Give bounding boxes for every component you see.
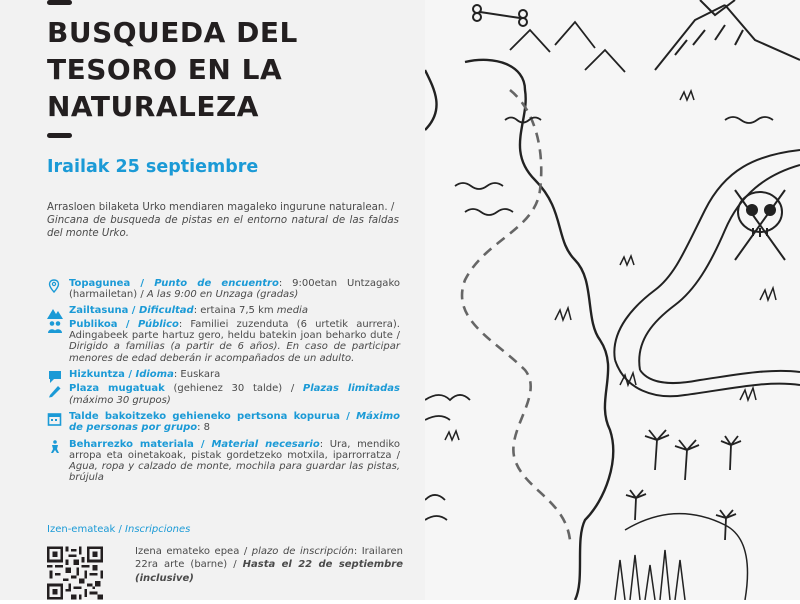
- registration-deadline-es: Hasta el 22 de septiembre (inclusive): [135, 559, 403, 584]
- title-bottom-dash: [47, 133, 72, 138]
- registration-heading: [47, 524, 190, 535]
- river: [614, 150, 800, 370]
- registration-deadline: [135, 545, 403, 585]
- audience-label-eu: Publikoa /: [69, 318, 138, 330]
- places-text-eu: (gehienez 30 talde) /: [164, 383, 303, 395]
- bone-icon: [473, 5, 527, 26]
- language-label-eu: Hizkuntza /: [69, 369, 136, 381]
- audience-text-eu: Familiei zuzendutа (6 urtetik aurrera). Adingabeek parte hartuz gero, heldu batekin joan beharko dute /: [69, 318, 400, 342]
- speech-icon: [47, 370, 63, 384]
- group-size-label-es: Máximo de personas por grupo: [69, 410, 400, 434]
- description: [47, 202, 399, 240]
- detail-meeting-point: [47, 278, 400, 301]
- places-label-eu: Plaza mugatuak: [69, 383, 165, 395]
- title-top-dash: [47, 0, 72, 5]
- difficulty-text-eu: ertaina 7,5 km: [200, 304, 277, 316]
- calendar-icon: [47, 412, 63, 426]
- qr-code[interactable]: [47, 546, 103, 600]
- language-sep: :: [173, 369, 181, 381]
- material-text-es: Agua, ropa y calzado de monte, mochila para guardar las pistas, brújula: [69, 461, 400, 484]
- skull-icon: [735, 190, 785, 260]
- material-sep: :: [319, 438, 330, 450]
- detail-material: [47, 439, 400, 484]
- detail-language: [47, 369, 400, 380]
- meeting-text-eu: 9:00etan Untzagako (harmailetan) /: [69, 278, 400, 301]
- description-es: Gincana de busqueda de pistas en el entorno natural de las faldas del monte Urko.: [47, 214, 399, 239]
- group-size-sep: :: [197, 422, 204, 434]
- title-line-1: BUSQUEDA DEL: [47, 16, 298, 49]
- grass-tufts: [445, 91, 776, 440]
- registration-head-es: Inscripciones: [125, 524, 191, 535]
- details-list: [47, 278, 400, 487]
- registration-text-eu: Izena emateko epea /: [135, 546, 252, 557]
- treasure-map-illustration: [425, 0, 800, 600]
- left-coastline: [425, 70, 437, 130]
- material-label-es: Material necesario: [211, 438, 320, 450]
- pencil-icon: [47, 384, 63, 398]
- audience-sep: :: [178, 318, 191, 330]
- language-label-es: Idioma: [135, 369, 174, 381]
- places-label-es: Plazas limitadas: [302, 383, 400, 395]
- places-text-es: (máximo 30 grupos): [69, 394, 171, 406]
- hiker-icon: [47, 440, 63, 454]
- registration-deadline-eu: Irailaren 22ra arte (barne) /: [135, 546, 403, 571]
- location-pin-icon: [47, 279, 63, 293]
- group-icon: [47, 320, 63, 334]
- meeting-text-es: A las 9:00 en Unzaga (gradas): [146, 289, 299, 301]
- audience-text-es: Dirigido a familias (a partir de 6 años). En caso de participar menores de edad deberán ir acompañados de un adulto.: [69, 341, 400, 364]
- meeting-label-eu: Topagunea /: [69, 278, 155, 289]
- mountain-icon: [47, 306, 63, 320]
- detail-group-size: [47, 411, 400, 434]
- river-lower: [615, 360, 800, 396]
- detail-audience: [47, 319, 400, 364]
- detail-difficulty: [47, 305, 400, 316]
- description-eu: Arrasloen bilaketa Urko mendiaren magaleko ingurune naturalean. /: [47, 202, 395, 213]
- detail-places: [47, 383, 400, 406]
- material-label-eu: Beharrezko materiala /: [69, 438, 212, 450]
- group-size-label-eu: Talde bakoitzeko gehieneko pertsona kopurua /: [69, 410, 357, 422]
- difficulty-sep: :: [193, 304, 201, 316]
- title-line-2: TESORO EN LA: [47, 53, 283, 86]
- waves: [455, 117, 773, 215]
- registration-sep: :: [353, 546, 362, 557]
- mountains-icon: [510, 22, 625, 72]
- material-text-eu: Ura, mendiko arropa eta oinetakoak, pistak gordetzeko motxila, iparrorratza /: [69, 438, 400, 461]
- registration-text-es: plazo de inscripción: [251, 546, 354, 557]
- palm-trees: [626, 430, 741, 540]
- difficulty-text-es: media: [276, 304, 308, 316]
- event-date: Irailak 25 septiembre: [47, 157, 259, 177]
- meeting-label-es: Punto de encuentro: [154, 278, 279, 289]
- language-text: Euskara: [180, 369, 221, 381]
- difficulty-label-eu: Zailtasuna /: [69, 304, 139, 316]
- map-drawing: [425, 0, 800, 600]
- forest: [615, 514, 748, 600]
- bushes: [425, 395, 470, 520]
- meeting-sep: :: [278, 278, 293, 289]
- audience-label-es: Público: [137, 318, 179, 330]
- dashed-trail: [462, 90, 570, 540]
- difficulty-label-es: Dificultad: [138, 304, 194, 316]
- title-line-3: NATURALEZA: [47, 90, 259, 123]
- volcano-icon: [655, 0, 800, 70]
- registration-head-eu: Izen-emateak /: [47, 524, 126, 535]
- group-size-text: 8: [203, 422, 211, 434]
- page-title: [47, 14, 417, 125]
